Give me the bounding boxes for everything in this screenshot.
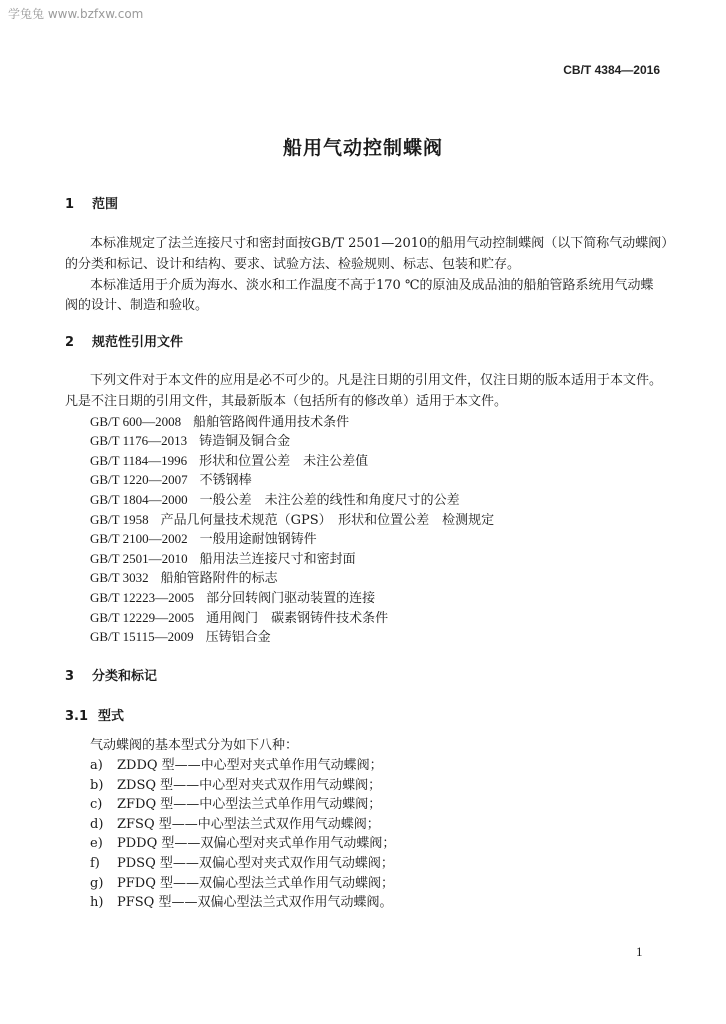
section-number: 3 bbox=[65, 669, 75, 684]
reference-code: GB/T 1220—2007 bbox=[90, 472, 188, 487]
reference-item bbox=[90, 492, 460, 509]
reference-code: GB/T 1958 bbox=[90, 512, 149, 527]
list-item-label: d) bbox=[90, 817, 104, 832]
page-number: 1 bbox=[636, 944, 643, 959]
list-item-text: PDDQ 型——双偏心型对夹式单作用气动蝶阀； bbox=[117, 836, 396, 851]
reference-title: 形状和位置公差 未注公差值 bbox=[199, 454, 369, 469]
reference-title: 产品几何量技术规范（GPS） 形状和位置公差 检测规定 bbox=[160, 513, 495, 528]
reference-title: 通用阀门 碳素钢铸件技术条件 bbox=[206, 611, 389, 626]
list-item-label: b) bbox=[90, 778, 104, 793]
reference-title: 船舶管路附件的标志 bbox=[160, 571, 278, 586]
reference-item bbox=[90, 570, 278, 587]
list-item-text: ZFDQ 型——中心型法兰式单作用气动蝶阀； bbox=[117, 797, 382, 812]
standard-code: CB/T 4384—2016 bbox=[563, 63, 660, 77]
reference-title: 船用法兰连接尺寸和密封面 bbox=[199, 552, 356, 567]
paragraph-line: 的分类和标记、设计和结构、要求、试验方法、检验规则、标志、包装和贮存。 bbox=[65, 257, 521, 272]
section-heading: 规范性引用文件 bbox=[92, 335, 184, 350]
reference-code: GB/T 12223—2005 bbox=[90, 590, 195, 605]
reference-code: GB/T 3032 bbox=[90, 570, 149, 585]
list-item-label: h) bbox=[90, 895, 104, 910]
reference-code: GB/T 1804—2000 bbox=[90, 492, 188, 507]
section-number: 1 bbox=[65, 197, 75, 212]
paragraph-line: 本标准适用于介质为海水、淡水和工作温度不高于170 ℃的原油及成品油的船舶管路系统用气动蝶 bbox=[90, 278, 654, 293]
reference-item bbox=[90, 512, 494, 529]
list-item-text: PFSQ 型——双偏心型法兰式双作用气动蝶阀。 bbox=[117, 895, 393, 910]
list-item-label: e) bbox=[90, 836, 103, 851]
list-item-label: c) bbox=[90, 797, 103, 812]
reference-code: GB/T 1184—1996 bbox=[90, 453, 188, 468]
list-item-text: PFDQ 型——双偏心型法兰式单作用气动蝶阀； bbox=[117, 876, 394, 891]
reference-title: 铸造铜及铜合金 bbox=[199, 434, 291, 449]
subsection-heading: 型式 bbox=[98, 709, 125, 724]
list-item-text: ZDSQ 型——中心型对夹式双作用气动蝶阀； bbox=[117, 778, 382, 793]
paragraph-line: 凡是不注日期的引用文件，其最新版本（包括所有的修改单）适用于本文件。 bbox=[65, 394, 508, 409]
section-number: 2 bbox=[65, 335, 75, 350]
paragraph-line: 本标准规定了法兰连接尺寸和密封面按GB/T 2501—2010的船用气动控制蝶阀（以下简称气动蝶阀） bbox=[90, 236, 675, 251]
section-heading: 范围 bbox=[92, 197, 119, 212]
list-item-text: PDSQ 型——双偏心型对夹式双作用气动蝶阀； bbox=[117, 856, 394, 871]
list-item-text: ZDDQ 型——中心型对夹式单作用气动蝶阀； bbox=[117, 758, 383, 773]
reference-title: 一般用途耐蚀钢铸件 bbox=[199, 532, 317, 547]
paragraph-line: 阀的设计、制造和验收。 bbox=[65, 298, 209, 313]
reference-item bbox=[90, 472, 252, 489]
reference-code: GB/T 1176—2013 bbox=[90, 433, 188, 448]
list-item-label: g) bbox=[90, 876, 104, 891]
document-title: 船用气动控制蝶阀 bbox=[282, 137, 443, 159]
reference-item bbox=[90, 414, 349, 431]
watermark-text: 学兔兔 www.bzfxw.com bbox=[8, 7, 144, 21]
list-item-label: f) bbox=[90, 856, 100, 871]
reference-title: 不锈钢棒 bbox=[199, 473, 252, 488]
section-heading: 分类和标记 bbox=[92, 669, 158, 684]
reference-code: GB/T 600—2008 bbox=[90, 414, 182, 429]
list-item-label: a) bbox=[90, 758, 103, 773]
list-item-text: ZFSQ 型——中心型法兰式双作用气动蝶阀； bbox=[117, 817, 380, 832]
reference-title: 船舶管路阀件通用技术条件 bbox=[193, 415, 350, 430]
reference-item bbox=[90, 551, 356, 568]
reference-title: 一般公差 未注公差的线性和角度尺寸的公差 bbox=[199, 493, 460, 508]
paragraph-line: 气动蝶阀的基本型式分为如下八种： bbox=[90, 738, 299, 753]
reference-item bbox=[90, 453, 368, 470]
reference-title: 部分回转阀门驱动装置的连接 bbox=[206, 591, 376, 606]
reference-item bbox=[90, 433, 290, 450]
reference-code: GB/T 12229—2005 bbox=[90, 610, 195, 625]
reference-title: 压铸铝合金 bbox=[205, 630, 271, 645]
paragraph-line: 下列文件对于本文件的应用是必不可少的。凡是注日期的引用文件，仅注日期的版本适用于本文件。 bbox=[90, 373, 663, 388]
reference-item bbox=[90, 629, 271, 646]
reference-item bbox=[90, 590, 375, 607]
reference-code: GB/T 2100—2002 bbox=[90, 531, 188, 546]
reference-item bbox=[90, 610, 388, 627]
reference-code: GB/T 2501—2010 bbox=[90, 551, 188, 566]
subsection-number: 3.1 bbox=[65, 709, 89, 724]
reference-code: GB/T 15115—2009 bbox=[90, 629, 194, 644]
reference-item bbox=[90, 531, 317, 548]
